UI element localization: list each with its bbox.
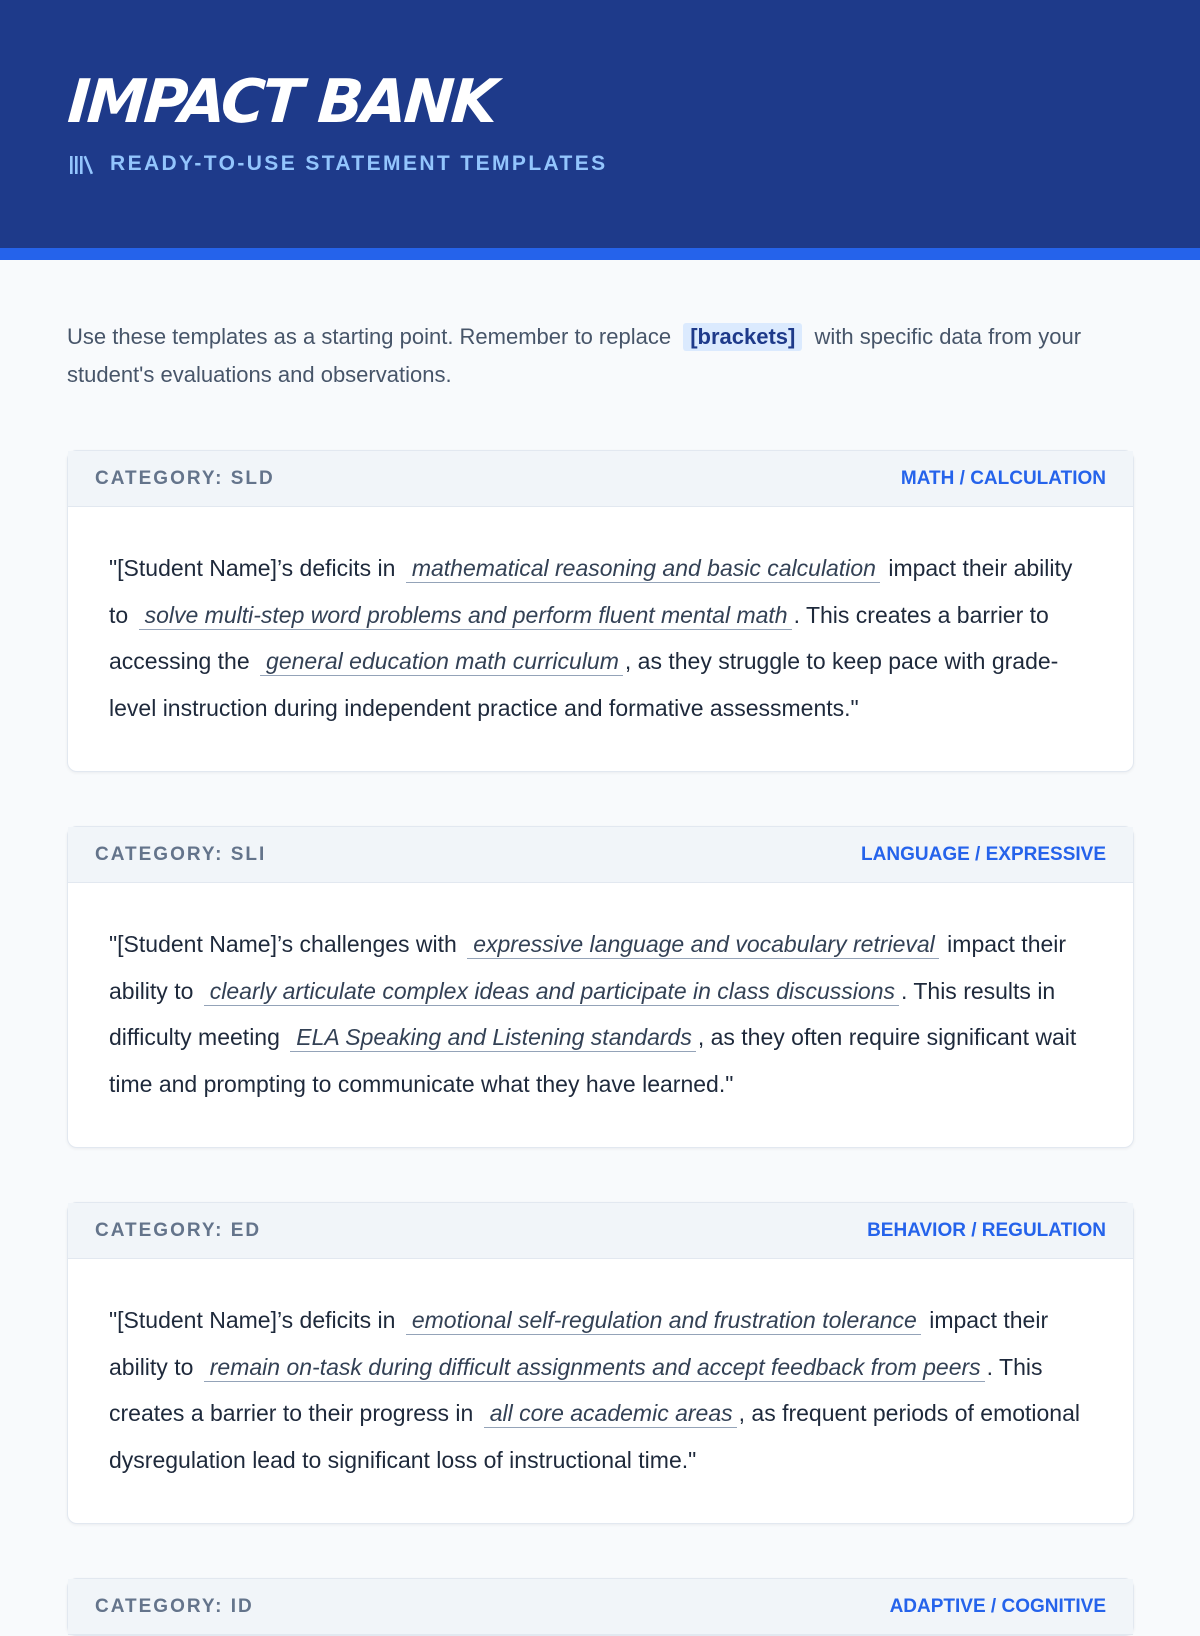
fill-in-blank[interactable]: clearly articulate complex ideas and participate in class discussions xyxy=(204,978,899,1006)
fill-in-blank[interactable]: emotional self-regulation and frustration tolerance xyxy=(406,1307,921,1335)
card-header xyxy=(68,827,1133,883)
fill-in-blank[interactable]: mathematical reasoning and basic calculation xyxy=(406,555,880,583)
statement-text[interactable] xyxy=(68,883,1133,1147)
intro-text-before: Use these templates as a starting point. Remember to replace xyxy=(67,324,672,349)
intro-text-after: with specific data from your student's evaluations and observations. xyxy=(67,324,1082,387)
statement-segment: . This results in difficulty meeting xyxy=(109,977,1056,1050)
statement-text[interactable] xyxy=(68,507,1133,771)
statement-segment: impact their ability to xyxy=(109,1307,1049,1380)
statement-segment: , as they often require significant wait time and prompting to communicate what they have learned." xyxy=(109,1024,1077,1097)
fill-in-blank[interactable]: general education math curriculum xyxy=(260,648,623,676)
template-cards xyxy=(67,450,1134,1636)
statement-segment: impact their ability to xyxy=(109,931,1067,1004)
statement-segment: . This creates a barrier to their progress in xyxy=(109,1353,1043,1426)
page-subtitle: READY-TO-USE STATEMENT TEMPLATES xyxy=(110,152,608,175)
statement-segment: "[Student Name]’s deficits in xyxy=(109,1307,396,1333)
fill-in-blank[interactable]: solve multi-step word problems and perform fluent mental math xyxy=(139,602,792,630)
card-header xyxy=(68,1579,1133,1635)
statement-segment: . This creates a barrier to accessing the xyxy=(109,601,1049,674)
statement-segment: impact their ability to xyxy=(109,555,1073,628)
template-card-ed xyxy=(67,1202,1134,1524)
category-tag: BEHAVIOR / REGULATION xyxy=(867,1219,1106,1241)
statement-text[interactable] xyxy=(68,1259,1133,1523)
fill-in-blank[interactable]: remain on-task during difficult assignments and accept feedback from peers xyxy=(204,1354,985,1382)
fill-in-blank[interactable]: ELA Speaking and Listening standards xyxy=(290,1024,696,1052)
template-card-sld xyxy=(67,450,1134,772)
fill-in-blank[interactable]: expressive language and vocabulary retrieval xyxy=(467,931,939,959)
category-tag: LANGUAGE / EXPRESSIVE xyxy=(861,843,1106,865)
fill-in-blank[interactable]: all core academic areas xyxy=(484,1400,737,1428)
page-header xyxy=(0,0,1200,260)
category-tag: MATH / CALCULATION xyxy=(900,467,1106,489)
intro-text xyxy=(67,318,1132,394)
category-tag: ADAPTIVE / COGNITIVE xyxy=(889,1595,1106,1617)
template-card-id xyxy=(67,1578,1134,1636)
books-icon xyxy=(68,152,96,176)
statement-segment: "[Student Name]’s deficits in xyxy=(109,555,396,581)
card-header xyxy=(68,451,1133,507)
header-accent-bar xyxy=(0,248,1200,260)
category-label: CATEGORY: ID xyxy=(95,1595,254,1617)
category-label: CATEGORY: SLD xyxy=(95,467,275,489)
template-card-sli xyxy=(67,826,1134,1148)
subtitle-row xyxy=(68,152,1132,176)
category-label: CATEGORY: ED xyxy=(95,1219,262,1241)
statement-segment: , as they struggle to keep pace with grade-level instruction during independent practice and formative assessments." xyxy=(109,648,1059,721)
app-title: IMPACT BANK xyxy=(65,67,498,137)
statement-segment: "[Student Name]’s challenges with xyxy=(109,931,457,957)
card-header xyxy=(68,1203,1133,1259)
category-label: CATEGORY: SLI xyxy=(95,843,267,865)
brackets-highlight: [brackets] xyxy=(683,323,802,351)
statement-segment: , as frequent periods of emotional dysregulation lead to significant loss of instructional time." xyxy=(109,1400,1080,1473)
